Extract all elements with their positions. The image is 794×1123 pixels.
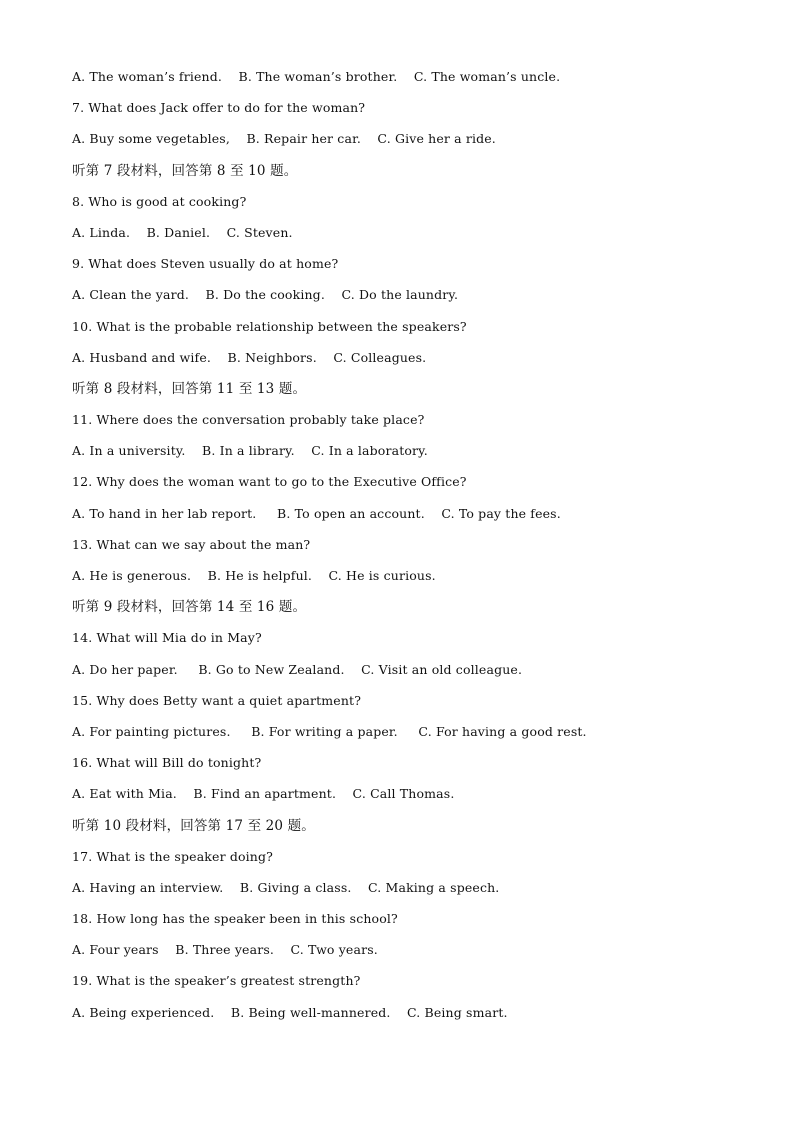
options-line: A. He is generous. B. He is helpful. C. He is curious. xyxy=(72,568,436,583)
options-line: A. Husband and wife. B. Neighbors. C. Colleagues. xyxy=(72,349,427,365)
options-line: A. Do her paper. B. Go to New Zealand. C. Visit an old colleague. xyxy=(72,661,523,677)
question-line: 19. What is the speaker’s greatest strength? xyxy=(72,973,361,989)
question-line: 13. What can we say about the man? xyxy=(72,536,311,552)
options-line: A. Linda. B. Daniel. C. Steven. xyxy=(72,224,293,240)
options-line: A. Buy some vegetables, B. Repair her car. C. Give her a ride. xyxy=(72,131,496,147)
question-line: 7. What does Jack offer to do for the woman? xyxy=(72,100,366,116)
options-line: A. In a university. B. In a library. C. In a laboratory. xyxy=(72,443,428,459)
document-page xyxy=(72,66,772,1033)
question-line: 18. How long has the speaker been in this school? xyxy=(72,911,398,927)
question-line: 17. What is the speaker doing? xyxy=(72,848,273,864)
options-line: A. The woman’s friend. B. The woman’s brother. C. The woman’s uncle. xyxy=(72,69,561,84)
question-line: 9. What does Steven usually do at home? xyxy=(72,256,339,272)
options-line: A. Being experienced. B. Being well-mannered. C. Being smart. xyxy=(72,1004,508,1020)
options-line: A. Having an interview. B. Giving a class. C. Making a speech. xyxy=(72,879,500,895)
question-line: 14. What will Mia do in May? xyxy=(72,630,262,646)
options-line: A. To hand in her lab report. B. To open an account. C. To pay the fees. xyxy=(72,505,561,521)
question-line: 10. What is the probable relationship between the speakers? xyxy=(72,318,467,334)
section-heading: 听第 7 段材料，回答第 8 至 10 题。 xyxy=(72,162,298,179)
section-heading: 听第 10 段材料，回答第 17 至 20 题。 xyxy=(72,817,315,834)
question-line: 11. Where does the conversation probably take place? xyxy=(72,412,425,428)
question-line: 16. What will Bill do tonight? xyxy=(72,755,262,771)
section-heading: 听第 8 段材料，回答第 11 至 13 题。 xyxy=(72,380,307,397)
options-line: A. Clean the yard. B. Do the cooking. C. Do the laundry. xyxy=(72,287,459,303)
question-line: 15. Why does Betty want a quiet apartment? xyxy=(72,692,362,708)
options-line: A. Four years B. Three years. C. Two years. xyxy=(72,942,378,958)
section-heading: 听第 9 段材料，回答第 14 至 16 题。 xyxy=(72,599,307,616)
question-line: 8. Who is good at cooking? xyxy=(72,193,247,209)
question-line: 12. Why does the woman want to go to the Executive Office? xyxy=(72,474,467,490)
options-line: A. Eat with Mia. B. Find an apartment. C. Call Thomas. xyxy=(72,786,455,802)
options-line: A. For painting pictures. B. For writing a paper. C. For having a good rest. xyxy=(72,723,587,739)
